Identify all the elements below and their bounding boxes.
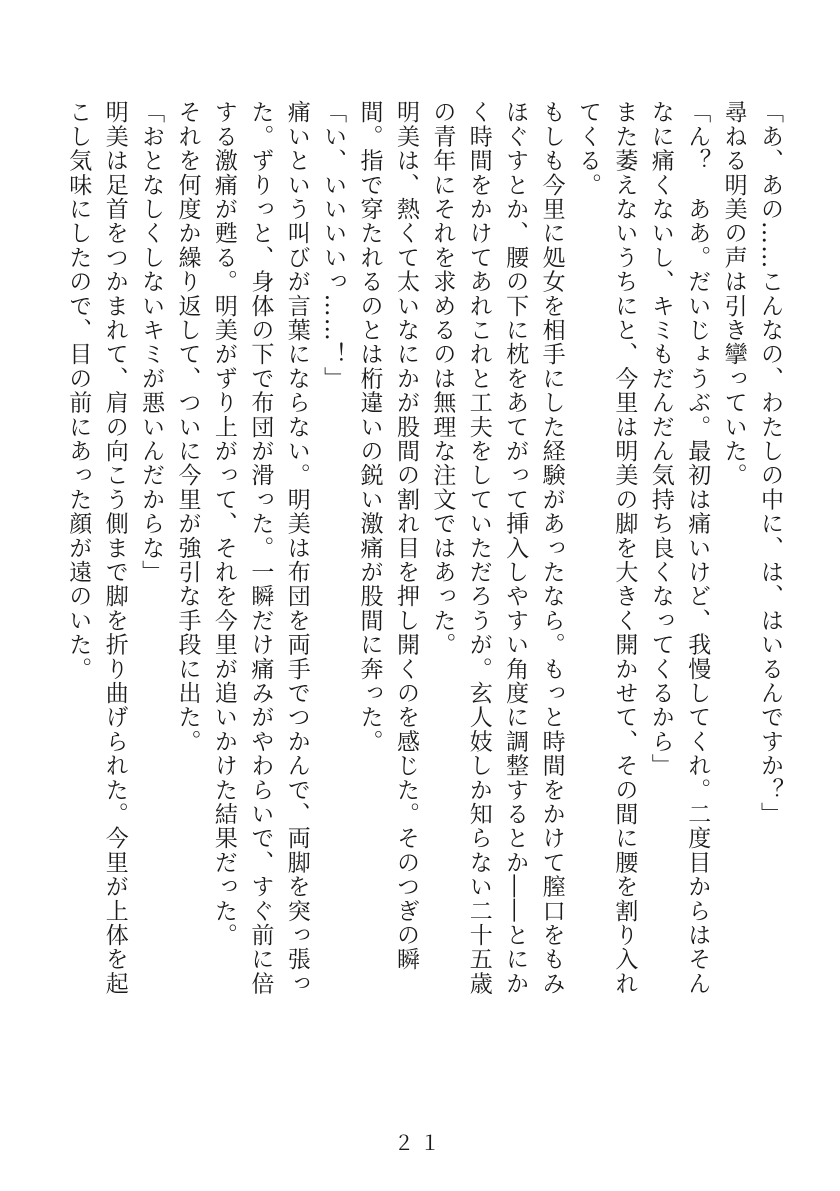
paragraph-1: 「あ、あの……こんなの、わたしの中に、は、はいるんですか？」 (757, 100, 783, 826)
paragraph-11: 明美は足首をつかまれて、肩の向こう側まで脚を折り曲げられた。今里が上体を起こし気味にしたので、目の前にあった顔が遠のいた。 (65, 100, 128, 996)
paragraph-2: 尋ねる明美の声は引き攣っていた。 (720, 100, 747, 488)
paragraph-8: 痛いという叫びが言葉にならない。明美は布団を両手でつかんで、両脚を突っ張った。ずりっと、身体の下で布団が滑った。一瞬だけ痛みがやわらいで、すぐ前に倍する激痛が甦る。明美がずり上がって、それを今里が追いかけた結果だった。 (210, 100, 310, 996)
paragraph-7: 「い、いいいいっ……！」 (320, 100, 347, 391)
paragraph-10: 「おとなしくしないキミが悪いんだからな」 (138, 100, 165, 584)
paragraph-5: もしも今里に処女を相手にした経験があったなら。もっと時間をかけて膣口をもみほぐすとか、腰の下に枕をあてがって挿入しやすい角度に調整するとか――とにかく時間をかけてあれこれと工夫をしていただろうが。玄人妓しか知らない二十五歳の青年にそれを求めるのは無理な注文ではあった。 (429, 100, 565, 996)
paragraph-3: 「ん？ ああ。だいじょうぶ。最初は痛いけど、我慢してくれ。二度目からはそんなに痛くないし、キミもだんだん気持ち良くなってくるから」 (647, 100, 711, 996)
paragraph-4: また萎えないうちにと、今里は明美の脚を大きく開かせて、その間に腰を割り入れてくる。 (574, 100, 638, 996)
paragraph-9: それを何度か繰り返して、ついに今里が強引な手段に出た。 (174, 100, 201, 754)
vertical-text-body (58, 100, 788, 1000)
page-number: ２１ (394, 1131, 446, 1155)
paragraph-6: 明美は、熱くて太いなにかが股間の割れ目を押し開くのを感じた。そのつぎの瞬間。指で穿たれるのとは桁違いの鋭い激痛が股間に奔った。 (356, 100, 419, 972)
